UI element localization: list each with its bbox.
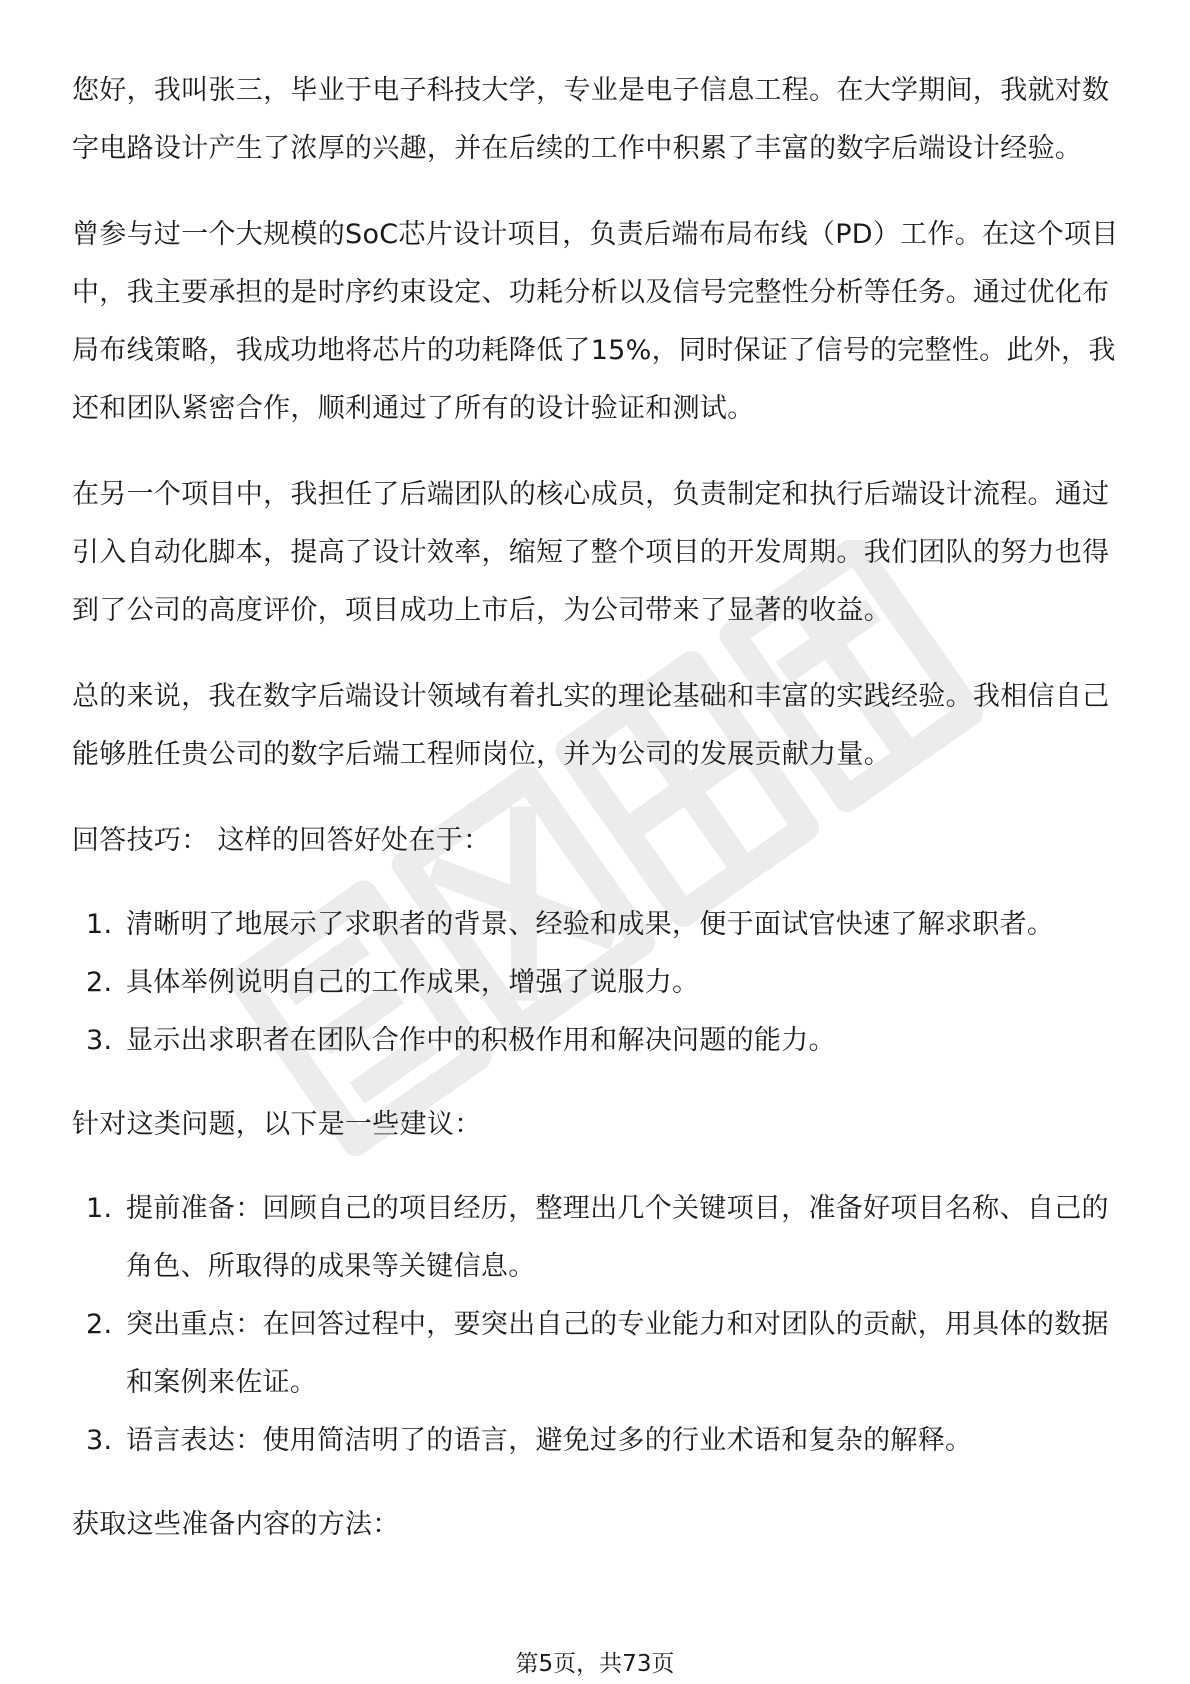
document-body [72,62,1128,1582]
list-text: 语言表达：使用简洁明了的语言，避免过多的行业术语和复杂的解释。 [126,1425,973,1456]
list-item [72,1012,1128,1070]
list-text: 清晰明了地展示了求职者的背景、经验和成果，便于面试官快速了解求职者。 [126,909,1055,940]
suggestions-list [72,1180,1128,1470]
suggestions-heading: 针对这类问题，以下是一些建议： [72,1109,482,1140]
list-item [72,954,1128,1012]
list-number: 2. [86,967,113,998]
list-text: 显示出求职者在团队合作中的积极作用和解决问题的能力。 [126,1025,836,1056]
intro-paragraph: 您好，我叫张三，毕业于电子科技大学，专业是电子信息工程。在大学期间，我就对数字电路设计产生了浓厚的兴趣，并在后续的工作中积累了丰富的数字后端设计经验。 [72,75,1110,164]
tips-heading: 回答技巧： 这样的回答好处在于： [72,825,491,856]
list-number: 3. [86,1425,113,1456]
list-number: 1. [86,909,113,940]
list-text: 提前准备：回顾自己的项目经历，整理出几个关键项目，准备好项目名称、自己的角色、所取得的成果等关键信息。 [126,1193,1109,1282]
list-item [72,1180,1128,1296]
closing-heading: 获取这些准备内容的方法： [72,1509,400,1540]
list-item [72,896,1128,954]
tips-list [72,896,1128,1070]
list-number: 3. [86,1025,113,1056]
summary-paragraph: 总的来说，我在数字后端设计领域有着扎实的理论基础和丰富的实践经验。我相信自己能够胜任贵公司的数字后端工程师岗位，并为公司的发展贡献力量。 [72,681,1110,770]
list-text: 具体举例说明自己的工作成果，增强了说服力。 [126,967,700,998]
list-item [72,1296,1128,1412]
list-text: 突出重点：在回答过程中，要突出自己的专业能力和对团队的贡献，用具体的数据和案例来佐证。 [126,1309,1109,1398]
list-number: 1. [86,1193,113,1224]
team-paragraph: 在另一个项目中，我担任了后端团队的核心成员，负责制定和执行后端设计流程。通过引入自动化脚本，提高了设计效率，缩短了整个项目的开发周期。我们团队的努力也得到了公司的高度评价，项目成功上市后，为公司带来了显著的收益。 [72,479,1110,626]
list-item [72,1412,1128,1470]
list-number: 2. [86,1309,113,1340]
page-number-footer: 第5页，共73页 [515,1651,675,1677]
project-paragraph: 曾参与过一个大规模的SoC芯片设计项目，负责后端布局布线（PD）工作。在这个项目中，我主要承担的是时序约束设定、功耗分析以及信号完整性分析等任务。通过优化布局布线策略，我成功地将芯片的功耗降低了15%，同时保证了信号的完整性。此外，我还和团队紧密合作，顺利通过了所有的设计验证和测试。 [72,219,1119,424]
